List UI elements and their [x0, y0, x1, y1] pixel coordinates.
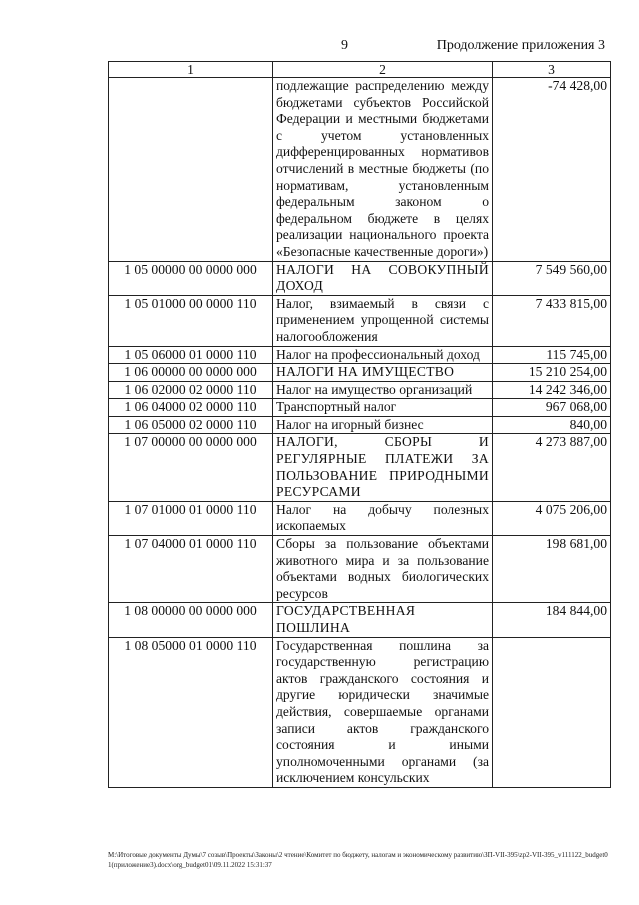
- table-row: [109, 364, 611, 382]
- amount: 967 068,00: [493, 399, 611, 417]
- table-row: [109, 603, 611, 637]
- budget-code: 1 05 00000 00 0000 000: [109, 261, 273, 295]
- budget-code: 1 07 01000 01 0000 110: [109, 501, 273, 535]
- revenue-name: ГОСУДАРСТВЕННАЯ ПОШЛИНА: [273, 603, 493, 637]
- amount: 184 844,00: [493, 603, 611, 637]
- revenue-name: Налог на добычу полезных ископаемых: [273, 501, 493, 535]
- amount: [493, 637, 611, 787]
- table-row: [109, 346, 611, 364]
- revenue-name: НАЛОГИ, СБОРЫ И РЕГУЛЯРНЫЕ ПЛАТЕЖИ ЗА ПОЛЬЗОВАНИЕ ПРИРОДНЫМИ РЕСУРСАМИ: [273, 434, 493, 501]
- revenue-name: Сборы за пользование объектами животного мира и за пользование объектами водных биологических ресурсов: [273, 536, 493, 603]
- column-number: 3: [493, 62, 611, 78]
- budget-revenue-table: [108, 61, 611, 788]
- budget-code: 1 07 00000 00 0000 000: [109, 434, 273, 501]
- table-row: [109, 501, 611, 535]
- budget-code: 1 06 00000 00 0000 000: [109, 364, 273, 382]
- amount: 14 242 346,00: [493, 381, 611, 399]
- revenue-name: подлежащие распределению между бюджетами субъектов Российской Федерации и местными бюджетами с учетом установленных дифференцированных нормативов отчислений в местные бюджеты (по нормативам, установленным федеральным законом о федеральном бюджете в целях реализации национального проекта «Безопасные качественные дороги»): [273, 78, 493, 262]
- column-number: 1: [109, 62, 273, 78]
- amount: 15 210 254,00: [493, 364, 611, 382]
- revenue-name: Налог, взимаемый в связи с применением упрощенной системы налогообложения: [273, 295, 493, 346]
- budget-code: 1 05 01000 00 0000 110: [109, 295, 273, 346]
- budget-code: 1 07 04000 01 0000 110: [109, 536, 273, 603]
- amount: 4 273 887,00: [493, 434, 611, 501]
- amount: -74 428,00: [493, 78, 611, 262]
- table-row: [109, 637, 611, 787]
- table-row: [109, 261, 611, 295]
- revenue-name: Налог на игорный бизнес: [273, 416, 493, 434]
- amount: 7 549 560,00: [493, 261, 611, 295]
- budget-code: 1 06 04000 02 0000 110: [109, 399, 273, 417]
- budget-code: 1 06 02000 02 0000 110: [109, 381, 273, 399]
- page-number: 9: [341, 38, 348, 53]
- revenue-name: Налог на профессиональный доход: [273, 346, 493, 364]
- budget-code: [109, 78, 273, 262]
- column-number-row: [109, 62, 611, 78]
- amount: 7 433 815,00: [493, 295, 611, 346]
- table-row: [109, 399, 611, 417]
- amount: 4 075 206,00: [493, 501, 611, 535]
- revenue-name: НАЛОГИ НА СОВОКУПНЫЙ ДОХОД: [273, 261, 493, 295]
- table-row: [109, 434, 611, 501]
- amount: 840,00: [493, 416, 611, 434]
- revenue-name: НАЛОГИ НА ИМУЩЕСТВО: [273, 364, 493, 382]
- continuation-label: Продолжение приложения 3: [436, 38, 605, 53]
- amount: 115 745,00: [493, 346, 611, 364]
- table-row: [109, 536, 611, 603]
- budget-code: 1 08 00000 00 0000 000: [109, 603, 273, 637]
- amount: 198 681,00: [493, 536, 611, 603]
- budget-code: 1 08 05000 01 0000 110: [109, 637, 273, 787]
- column-number: 2: [273, 62, 493, 78]
- table-row: [109, 78, 611, 262]
- revenue-name: Налог на имущество организаций: [273, 381, 493, 399]
- table-row: [109, 381, 611, 399]
- budget-code: 1 05 06000 01 0000 110: [109, 346, 273, 364]
- budget-code: 1 06 05000 02 0000 110: [109, 416, 273, 434]
- table-row: [109, 416, 611, 434]
- file-path-footer: M:\Итоговые документы Думы\7 созыв\Проекты\Законы\2 чтение\Комитет по бюджету, налогам и экономическому развитию\ЗП-VII-395\zp2-VII-395_v111122_budget01(приложение3).docx\org_budget01\09.11.2022 15:31:37: [108, 851, 608, 869]
- table-row: [109, 295, 611, 346]
- revenue-name: Государственная пошлина за государственную регистрацию актов гражданского состояния и другие юридически значимые действия, совершаемые органами записи актов гражданского состояния и иными уполномоченными органами (за исключением консульских: [273, 637, 493, 787]
- revenue-name: Транспортный налог: [273, 399, 493, 417]
